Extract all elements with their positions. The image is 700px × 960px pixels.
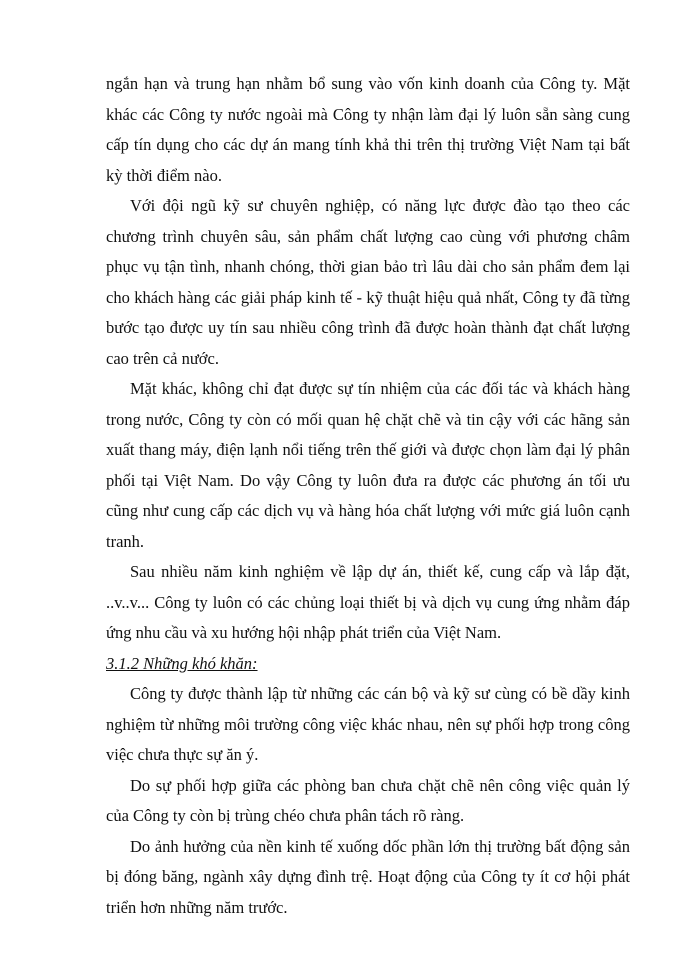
paragraph-engineering-team: Với đội ngũ kỹ sư chuyên nghiệp, có năng lực được đào tạo theo các chương trình chuyên sâu, sản phẩm chất lượng cao cùng với phương châm phục vụ tận tình, nhanh chóng, thời gian bảo trì lâu dài cho sản phẩm đem lại cho khách hàng các giải pháp kinh tế - kỹ thuật hiệu quả nhất, Công ty đã từng bước tạo được uy tín sau nhiều công trình đã được hoàn thành đạt chất lượng cao trên cả nước. [106, 196, 630, 368]
paragraph-difficulty-management: Do sự phối hợp giữa các phòng ban chưa chặt chẽ nên công việc quản lý của Công ty còn bị trùng chéo chưa phân tách rõ ràng. [106, 775, 630, 825]
section-heading-difficulties: 3.1.2 Những khó khăn: [106, 653, 258, 673]
document-body [106, 69, 630, 923]
paragraph-partners: Mặt khác, không chỉ đạt được sự tín nhiệm của các đối tác và khách hàng trong nước, Công ty còn có mối quan hệ chặt chẽ và tin cậy với các hãng sản xuất thang máy, điện lạnh nổi tiếng trên thế giới và được chọn làm đại lý phân phối tại Việt Nam. Do vậy Công ty luôn đưa ra được các phương án tối ưu cũng như cung cấp các dịch vụ và hàng hóa chất lượng với mức giá luôn cạnh tranh. [106, 379, 630, 551]
paragraph-continued: ngắn hạn và trung hạn nhằm bổ sung vào vốn kinh doanh của Công ty. Mặt khác các Công ty nước ngoài mà Công ty nhận làm đại lý luôn sẵn sàng cung cấp tín dụng cho các dự án mang tính khả thi trên thị trường Việt Nam tại bất kỳ thời điểm nào. [106, 74, 630, 185]
paragraph-difficulty-economy: Do ảnh hưởng của nền kinh tế xuống dốc phần lớn thị trường bất động sản bị đóng băng, ngành xây dựng đình trệ. Hoạt động của Công ty ít cơ hội phát triển hơn những năm trước. [106, 836, 630, 917]
paragraph-experience: Sau nhiều năm kinh nghiệm về lập dự án, thiết kế, cung cấp và lắp đặt, ..v..v... Công ty luôn có các chủng loại thiết bị và dịch vụ cung ứng nhằm đáp ứng nhu cầu và xu hướng hội nhập phát triển của Việt Nam. [106, 562, 630, 642]
paragraph-difficulty-coordination: Công ty được thành lập từ những các cán bộ và kỹ sư cùng có bề dầy kinh nghiệm từ những môi trường công việc khác nhau, nên sự phối hợp trong công việc chưa thực sự ăn ý. [106, 684, 630, 764]
